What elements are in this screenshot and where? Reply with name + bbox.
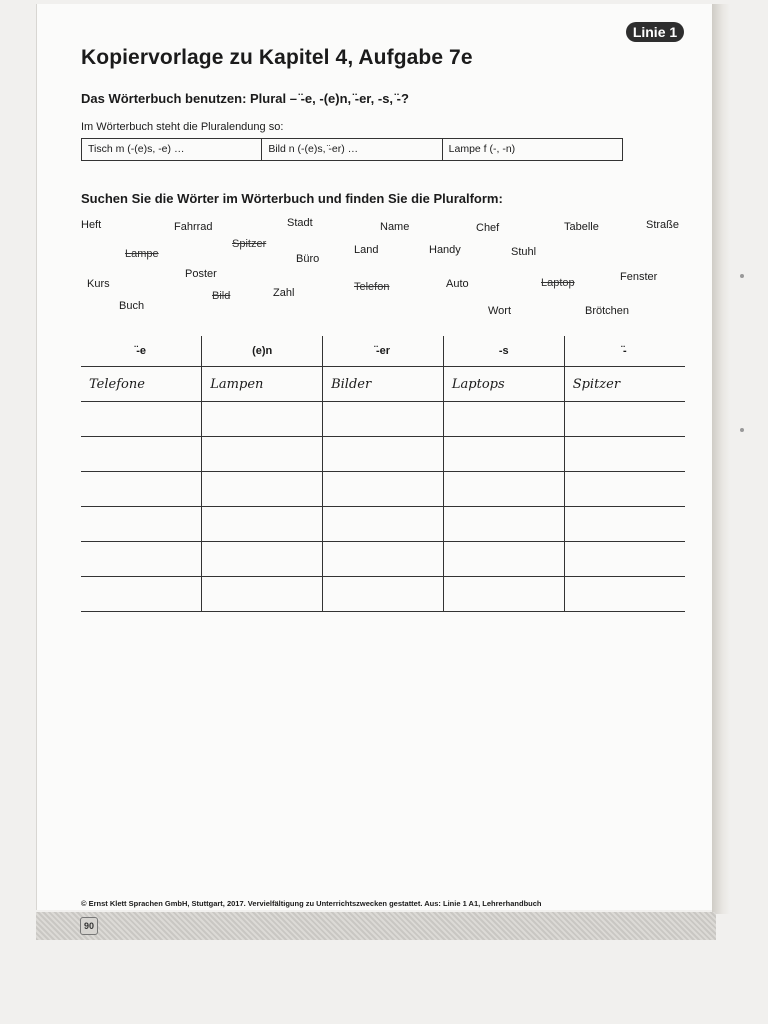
table-cell[interactable] — [443, 437, 564, 472]
table-row — [81, 507, 685, 542]
table-cell[interactable]: Spitzer — [564, 367, 685, 402]
table-cell[interactable] — [564, 577, 685, 612]
word-wort: Wort — [488, 305, 512, 317]
table-row — [81, 437, 685, 472]
table-row — [81, 367, 685, 402]
table-cell[interactable] — [564, 472, 685, 507]
table-cell[interactable] — [81, 577, 202, 612]
table-cell[interactable] — [323, 507, 444, 542]
word-buch: Buch — [119, 300, 145, 312]
copyright-footer: © Ernst Klett Sprachen GmbH, Stuttgart, 2017. Vervielfältigung zu Unterrichtszwecken gestattet. Aus: Linie 1 A1, Lehrerhandbuch — [81, 899, 542, 908]
bottom-page-band — [36, 912, 716, 940]
table-cell[interactable]: Laptops — [443, 367, 564, 402]
table-cell[interactable] — [202, 577, 323, 612]
word-stadt: Stadt — [287, 217, 313, 229]
header-e-n: (e)n — [202, 336, 323, 367]
table-cell[interactable] — [202, 402, 323, 437]
margin-mark — [740, 428, 744, 432]
word-chef: Chef — [476, 222, 500, 234]
plural-example-tisch: Tisch m (-(e)s, -e) … — [82, 139, 262, 160]
table-cell[interactable] — [443, 577, 564, 612]
table-cell[interactable] — [443, 507, 564, 542]
table-cell[interactable] — [443, 542, 564, 577]
word-poster: Poster — [185, 268, 217, 280]
table-cell[interactable] — [323, 472, 444, 507]
word-auto: Auto — [446, 278, 469, 290]
table-cell[interactable] — [81, 507, 202, 542]
page-edge-shadow — [712, 4, 730, 914]
word-strasse: Straße — [646, 219, 680, 231]
word-broetchen: Brötchen — [585, 305, 630, 317]
word-tabelle: Tabelle — [564, 221, 599, 233]
header-umlaut: ̈- — [564, 336, 685, 367]
page-title: Kopiervorlage zu Kapitel 4, Aufgabe 7e — [81, 46, 473, 69]
table-cell[interactable] — [443, 402, 564, 437]
plural-example-bild: Bild n (-(e)s, ̈-er) … — [262, 139, 442, 160]
table-header-row — [81, 336, 685, 367]
table-cell[interactable] — [323, 542, 444, 577]
page-number: 90 — [80, 917, 98, 935]
table-cell[interactable] — [202, 507, 323, 542]
word-laptop-crossed: Laptop — [541, 277, 575, 289]
word-kurs: Kurs — [87, 278, 110, 290]
table-cell[interactable] — [564, 542, 685, 577]
table-row — [81, 402, 685, 437]
word-fahrrad: Fahrrad — [174, 221, 213, 233]
series-badge: Linie 1 — [626, 22, 684, 42]
table-row — [81, 472, 685, 507]
table-cell[interactable]: Lampen — [202, 367, 323, 402]
table-cell[interactable] — [81, 472, 202, 507]
word-stuhl: Stuhl — [511, 246, 537, 258]
table-cell[interactable] — [202, 542, 323, 577]
table-cell[interactable]: Telefone — [81, 367, 202, 402]
table-cell[interactable] — [202, 472, 323, 507]
plural-example-box — [81, 138, 623, 161]
intro-text: Im Wörterbuch steht die Pluralendung so: — [81, 121, 284, 133]
word-spitzer-crossed: Spitzer — [232, 238, 267, 250]
word-fenster: Fenster — [620, 271, 658, 283]
task-instruction: Suchen Sie die Wörter im Wörterbuch und finden Sie die Pluralform: — [81, 191, 503, 206]
table-cell[interactable] — [81, 402, 202, 437]
word-zahl: Zahl — [273, 287, 295, 299]
section-subtitle: Das Wörterbuch benutzen: Plural – ̈-e, -(e)n, ̈-er, -s, ̈-? — [81, 91, 409, 106]
table-cell[interactable] — [202, 437, 323, 472]
table-cell[interactable] — [564, 507, 685, 542]
header-s: -s — [443, 336, 564, 367]
plural-table — [81, 336, 685, 612]
table-row — [81, 577, 685, 612]
table-cell[interactable] — [323, 402, 444, 437]
plural-example-lampe: Lampe f (-, -n) — [448, 143, 516, 155]
table-cell[interactable] — [323, 577, 444, 612]
word-lampe-crossed: Lampe — [125, 248, 159, 260]
table-cell[interactable] — [323, 437, 444, 472]
word-bild-crossed: Bild — [212, 290, 231, 302]
table-cell[interactable] — [443, 472, 564, 507]
word-telefon-crossed: Telefon — [354, 281, 390, 293]
word-land: Land — [354, 244, 379, 256]
table-cell[interactable] — [81, 542, 202, 577]
word-buero: Büro — [296, 253, 320, 265]
header-umlaut-er: ̈-er — [323, 336, 444, 367]
word-name: Name — [380, 221, 410, 233]
margin-mark — [740, 274, 744, 278]
word-heft: Heft — [81, 219, 102, 231]
word-handy: Handy — [429, 244, 461, 256]
table-row — [81, 542, 685, 577]
table-cell[interactable] — [564, 437, 685, 472]
header-umlaut-e: ̈-e — [81, 336, 202, 367]
table-cell[interactable]: Bilder — [323, 367, 444, 402]
table-cell[interactable] — [564, 402, 685, 437]
table-cell[interactable] — [81, 437, 202, 472]
